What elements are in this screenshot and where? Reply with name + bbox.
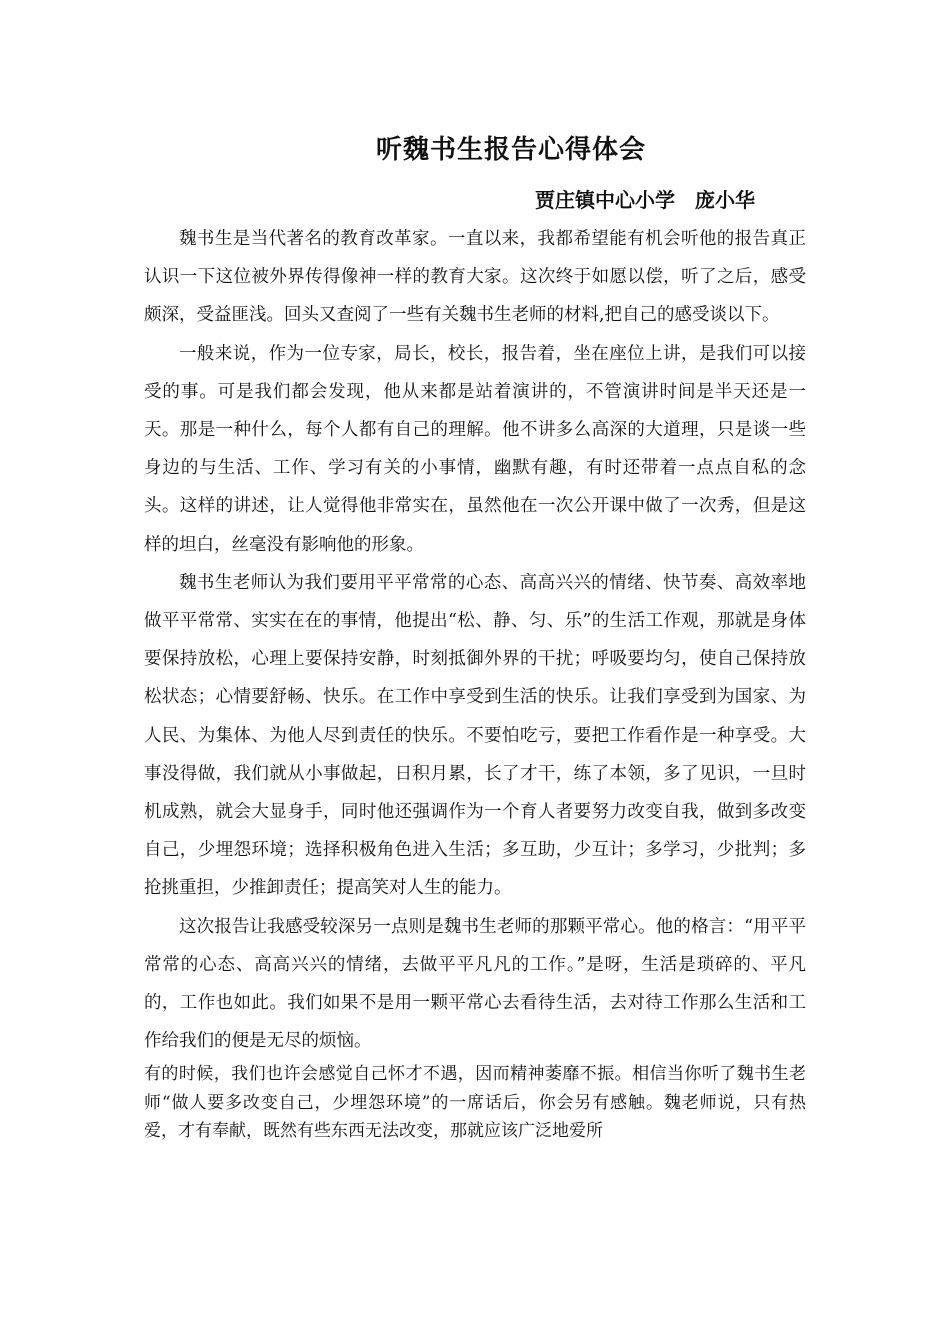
paragraph-3: 魏书生老师认为我们要用平平常常的心态、高高兴兴的情绪、快节奏、高效率地做平平常常、实实在在的事情，他提出“松、静、匀、乐”的生活工作观，那就是身体要保持放松，心理上要保持安静，时刻抵御外界的干扰；呼吸要均匀，使自己保持放松状态；心情要舒畅、快乐。在工作中享受到生活的快乐。让我们享受到为国家、为人民、为集体、为他人尽到责任的快乐。不要怕吃亏，要把工作看作是一种享受。大事没得做，我们就从小事做起，日积月累，长了才干，练了本领，多了见识，一旦时机成熟，就会大显身手，同时他还强调作为一个育人者要努力改变自我，做到多改变自己，少埋怨环境；选择积极角色进入生活；多互助，少互计；多学习，少批判；多抢挑重担，少推卸责任；提高笑对人生的能力。 [144,572,806,899]
paragraph-5: 有的时候，我们也许会感觉自己怀才不遇，因而精神萎靡不振。相信当你听了魏书生老师“做人要多改变自己，少埋怨环境”的一席话后，你会另有感触。魏老师说，只有热爱，才有奉献，既然有些东西无法改变，那就应该广泛地爱所 [144,1064,806,1142]
paragraph-2: 一般来说，作为一位专家，局长，校长，报告着，坐在座位上讲，是我们可以接受的事。可是我们都会发现，他从来都是站着演讲的，不管演讲时间是半天还是一天。那是一种什么，每个人都有自己的理解。他不讲多么高深的大道理，只是谈一些身边的与生活、工作、学习有关的小事情，幽默有趣，有时还带着一点点自私的念头。这样的讲述，让人觉得他非常实在，虽然他在一次公开课中做了一次秀，但是这样的坦白，丝毫没有影响他的形象。 [144,343,806,555]
paragraph-4: 这次报告让我感受较深另一点则是魏书生老师的那颗平常心。他的格言：“用平平常常的心态、高高兴兴的情绪，去做平平凡凡的工作。”是呀，生活是琐碎的、平凡的，工作也如此。我们如果不是用一颗平常心去看待生活，去对待工作那么生活和工作给我们的便是无尽的烦恼。 [144,916,806,1052]
document-body [144,220,806,1146]
author-byline: 贾庄镇中心小学 庞小华 [535,188,755,212]
paragraph-1: 魏书生是当代著名的教育改革家。一直以来，我都希望能有机会听他的报告真正认识一下这位被外界传得像神一样的教育大家。这次终于如愿以偿，听了之后，感受颇深，受益匪浅。回头又查阅了一些有关魏书生老师的材料,把自己的感受谈以下。 [144,229,806,326]
document-title: 听魏书生报告心得体会 [375,135,646,165]
